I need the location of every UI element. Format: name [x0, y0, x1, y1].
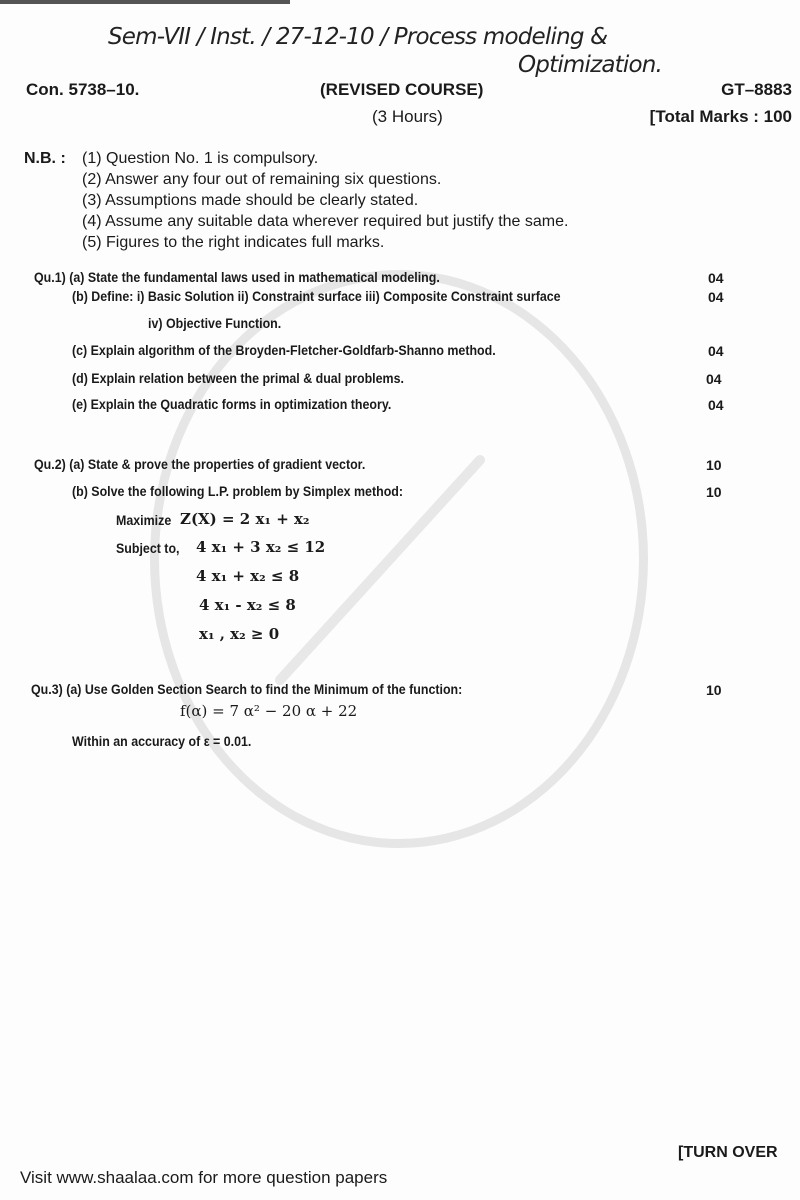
lp-objective-label: Maximize	[116, 513, 172, 528]
question-2b: (b) Solve the following L.P. problem by Simplex method:	[72, 484, 403, 499]
function-expression: f(α) = 7 α² − 20 α + 22	[180, 702, 358, 720]
scan-edge	[0, 0, 290, 4]
marks: 04	[708, 270, 724, 286]
nb-item: (2) Answer any four out of remaining six questions.	[82, 171, 442, 188]
question-1e: (e) Explain the Quadratic forms in optimization theory.	[72, 397, 392, 412]
marks: 04	[706, 371, 722, 387]
nb-item: (5) Figures to the right indicates full marks.	[82, 234, 385, 251]
nb-item: (4) Assume any suitable data wherever required but justify the same.	[82, 213, 569, 230]
lp-constraint: x₁ , x₂ ≥ 0	[199, 625, 280, 643]
question-1d: (d) Explain relation between the primal & dual problems.	[72, 371, 404, 386]
question-1c: (c) Explain algorithm of the Broyden-Fletcher-Goldfarb-Shanno method.	[72, 343, 496, 358]
question-3a: Qu.3) (a) Use Golden Section Search to find the Minimum of the function:	[31, 682, 463, 697]
marks: 04	[708, 289, 724, 305]
handwritten-note-line1: Sem-VII / Inst. / 27-12-10 / Process modeling &	[108, 24, 608, 50]
handwritten-note-line2: Optimization.	[518, 52, 663, 78]
nb-label: N.B. :	[24, 150, 66, 167]
accuracy-statement: Within an accuracy of ε = 0.01.	[72, 734, 252, 749]
paper-code: GT–8883	[721, 80, 792, 99]
turn-over: [TURN OVER	[678, 1144, 778, 1161]
footer-link[interactable]: Visit www.shaalaa.com for more question papers	[20, 1168, 388, 1187]
lp-constraint: 4 x₁ - x₂ ≤ 8	[199, 596, 296, 614]
lp-objective: Z(X) = 2 x₁ + x₂	[180, 510, 310, 528]
marks: 04	[708, 343, 724, 359]
marks: 04	[708, 397, 724, 413]
question-1b-cont: iv) Objective Function.	[148, 316, 282, 331]
total-marks: [Total Marks : 100	[649, 107, 792, 126]
nb-item: (1) Question No. 1 is compulsory.	[82, 150, 319, 167]
question-1a: Qu.1) (a) State the fundamental laws used in mathematical modeling.	[34, 270, 440, 285]
duration: (3 Hours)	[372, 107, 443, 126]
marks: 10	[706, 682, 722, 698]
question-1b: (b) Define: i) Basic Solution ii) Constraint surface iii) Composite Constraint surface	[72, 289, 561, 304]
con-number: Con. 5738–10.	[26, 80, 140, 99]
course-label: (REVISED COURSE)	[320, 80, 484, 99]
nb-item: (3) Assumptions made should be clearly stated.	[82, 192, 419, 209]
lp-constraint: 4 x₁ + x₂ ≤ 8	[196, 567, 300, 585]
question-2a: Qu.2) (a) State & prove the properties of gradient vector.	[34, 457, 366, 472]
lp-subject-label: Subject to,	[116, 541, 180, 556]
lp-constraint: 4 x₁ + 3 x₂ ≤ 12	[196, 538, 326, 556]
marks: 10	[706, 484, 722, 500]
marks: 10	[706, 457, 722, 473]
